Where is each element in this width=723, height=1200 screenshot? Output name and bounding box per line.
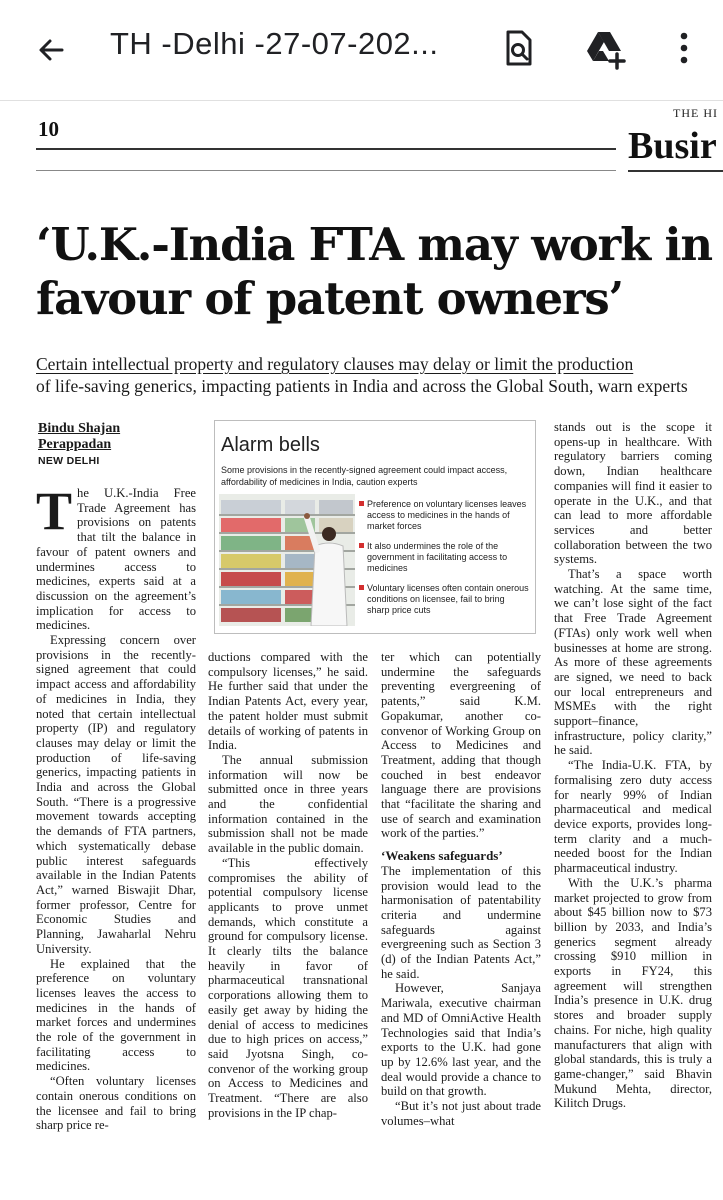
- section-rule: [628, 170, 723, 172]
- page-number: 10: [38, 117, 59, 141]
- search-document-icon[interactable]: [496, 26, 540, 70]
- pharmacy-photo: [219, 494, 355, 626]
- more-vertical-icon[interactable]: [662, 26, 706, 70]
- infographic-note: Voluntary licenses often contain onerous conditions on licensee, fail to bring sharp price cuts: [359, 583, 529, 616]
- deck-line-1: Certain intellectual property and regulatory clauses may delay or limit the production: [36, 354, 634, 374]
- paragraph: stands out is the scope it opens-up in healthcare. With regulatory barriers coming down, Indian healthcare companies will find it easier to operate in the U.K., and that can lead to more affordable services and better collaboration between the two systems.: [554, 420, 712, 567]
- paragraph: “This effectively compromises the ability of potential compulsory license applicants to prove unmet demands, which constitute a ground for compulsory license. It clearly tilts the balance heavily in favor of pharmaceutical transnational corporations allowing them to easily get away by hiding the denial of access to medicines due to high prices on access,” said Jyotsna Singh, co-convenor of the working group on Access to Medicines and Treatment. “There are also provisions in the IP chap-: [208, 855, 368, 1120]
- masthead: THE HI: [673, 106, 718, 120]
- deck: [36, 353, 716, 397]
- lead-paragraph: The U.K.-India Free Trade Agreement has provisions on patents that tilt the balance in favour of patent owners and undermines access to medicines, experts said at a discussion on the agreement’s implication for access to medicines.: [36, 481, 196, 633]
- google-drive-add-icon[interactable]: [583, 26, 627, 70]
- paragraph: “The India-U.K. FTA, by formalising zero duty access for nearly 99% of Indian pharmaceutical and medical device exports, provides long-term clarity and a much-needed boost for the Indian pharmaceutical industry.: [554, 758, 712, 876]
- drop-cap: T: [36, 481, 73, 541]
- document-title: TH -Delhi -27-07-202...: [110, 26, 439, 61]
- paragraph: The annual submission information will now be submitted once in three years and the confidential information contained in the submission shall not be made available in the public domain.: [208, 752, 368, 856]
- paragraph: With the U.K.’s pharma market projected to grow from about $45 billion now to $73 billion by 2033, and India’s generics segment already crossing $910 million in exports in FY24, this agreement will strengthen India’s presence in U.K. drug stores and broader supply chains. For niche, high quality manufacturers that align with global standards, this is truly a game-changer,” said Bhavin Mukund Mehta, director, Kilitch Drugs.: [554, 875, 712, 1111]
- app-bar-divider: [0, 100, 723, 101]
- paragraph: ductions compared with the compulsory licenses,” he said. He further said that under the Indian Patents Act, every year, the patent holder must submit details of working of patents in India.: [208, 650, 368, 753]
- infographic-note: It also undermines the role of the government in facilitating access to medicines: [359, 541, 529, 574]
- infographic-box: [214, 420, 536, 634]
- paragraph: However, Sanjaya Mariwala, executive chairman and MD of OmniActive Health Technologies said that India’s exports to the U.K. had gone up by 12.6% last year, and the deal would provide a chance to build on that growth.: [381, 981, 541, 1099]
- infographic-notes: [359, 499, 529, 625]
- bullet-icon: [359, 543, 364, 548]
- dateline: NEW DELHI: [38, 455, 100, 467]
- byline: Bindu Shajan Perappadan: [38, 421, 121, 452]
- paragraph: The implementation of this provision would lead to the harmonisation of patentability criteria and undermine safeguards against evergreening such as Section 3 (d) of the Indian Patents Act,” he said.: [381, 863, 541, 981]
- paragraph: That’s a space worth watching. At the same time, we can’t lose sight of the fact that Free Trade Agreement (FTAs) only work well when businesses at home are strong. As more of these agreements are signed, we need to back our local entrepreneurs and MSMEs with the right support–finance, infrastructure, policy clarity,” he said.: [554, 567, 712, 758]
- back-arrow-icon[interactable]: [32, 30, 72, 70]
- infographic-note: Preference on voluntary licenses leaves access to medicines in the hands of market forces: [359, 499, 529, 532]
- header-rule-thin: [36, 170, 616, 171]
- bullet-icon: [359, 585, 364, 590]
- section-name: Busir: [628, 125, 717, 167]
- article-column-3: [381, 650, 541, 1129]
- paragraph: He explained that the preference on voluntary licenses leaves the access to medicines in the hands of market forces and undermines the role of the government in facilitating access to medicines.: [36, 956, 196, 1074]
- infographic-title: Alarm bells: [221, 434, 320, 456]
- infographic-subtitle: Some provisions in the recently-signed agreement could impact access, affordability of medicines in India, caution experts: [221, 465, 508, 487]
- subheading: ‘Weakens safeguards’: [381, 848, 503, 864]
- paragraph: ter which can potentially undermine the safeguards preventing evergreening of patents,” said K.M. Gopakumar, another co-convenor of Working Group on Access to Medicines and Treatment, adding that though couched in best endeavor language there are provisions that “facilitate the sharing and use of search and examination work of the parties.”: [381, 650, 541, 841]
- headline: ‘U.K.-India FTA may work in favour of patent owners’: [36, 218, 712, 325]
- paragraph: Expressing concern over provisions in the recently-signed agreement that could impact access and affordability of medicines in India, they noted that certain intellectual property (IP) and regulatory clauses may delay or limit the production of life-saving generics, impacting patients in India and across the Global South. “There is a progressive movement towards accepting the demands of FTA partners, which systematically debase public interest safeguards available in the Indian Patents Act,” warned Biswajit Dhar, former professor, Centre for Economic Studies and Planning, Jawaharlal Nehru University.: [36, 633, 196, 956]
- paragraph: “Often voluntary licenses contain onerous conditions on the licensee and fail to bring sharp price re-: [36, 1074, 196, 1133]
- article-column-2: [208, 650, 368, 1121]
- bullet-icon: [359, 501, 364, 506]
- header-rule: [36, 148, 616, 150]
- deck-line-2: of life-saving generics, impacting patients in India and across the Global South, warn experts: [36, 376, 688, 396]
- article-column-4: [554, 420, 712, 1111]
- app-bar: [0, 0, 723, 100]
- article-column-1: [36, 481, 196, 1133]
- paragraph: “But it’s not just about trade volumes–what: [381, 1099, 541, 1128]
